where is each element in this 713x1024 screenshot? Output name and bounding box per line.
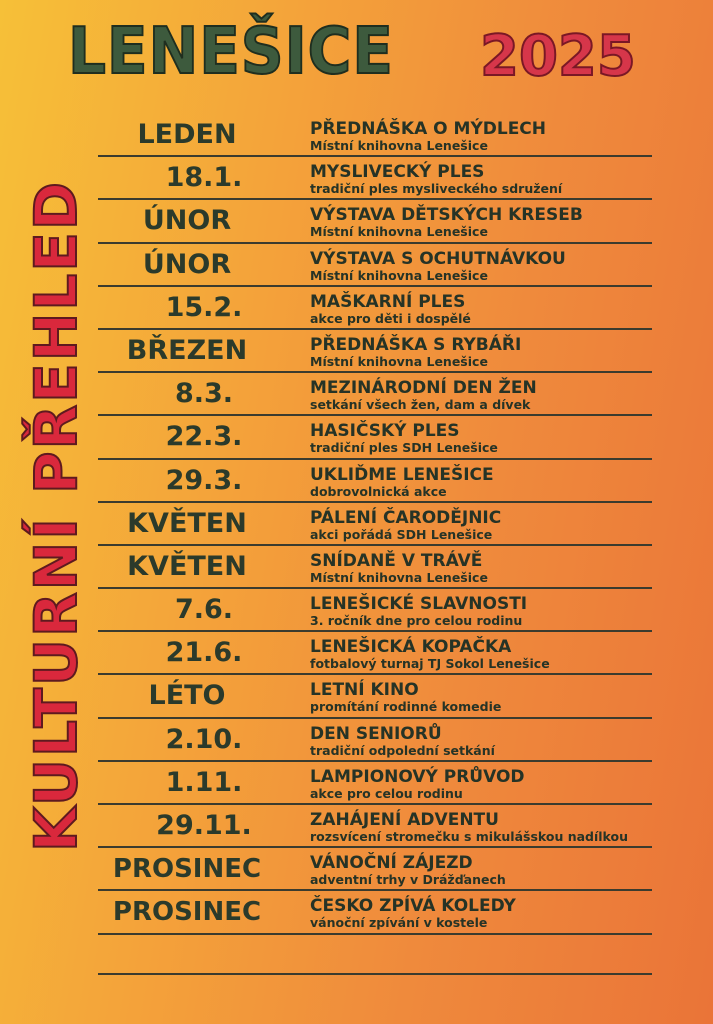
event-row: [98, 589, 652, 632]
event-description: tradiční ples SDH Lenešice: [310, 440, 498, 456]
event-description: Místní knihovna Lenešice: [310, 138, 488, 153]
event-description: 3. ročník dne pro celou rodinu: [310, 613, 523, 629]
event-when: ÚNOR: [142, 248, 232, 280]
event-title: VÝSTAVA DĚTSKÝCH KRESEB: [310, 205, 583, 226]
event-when: 18.1.: [165, 162, 243, 194]
event-title: LENEŠICKÁ KOPAČKA: [310, 637, 512, 658]
event-row: [98, 546, 652, 589]
event-row: [98, 416, 652, 459]
event-row: [98, 114, 652, 157]
event-when: BŘEZEN: [126, 334, 248, 366]
event-row: [98, 848, 652, 891]
event-title: HASIČSKÝ PLES: [310, 421, 460, 442]
event-when: 1.11.: [165, 766, 243, 798]
event-title: LENEŠICKÉ SLAVNOSTI: [310, 594, 528, 615]
event-when: 8.3.: [174, 378, 234, 410]
event-description: adventní trhy v Drážďanech: [310, 872, 506, 888]
event-row: [98, 330, 652, 373]
event-row: [98, 762, 652, 805]
event-title: LETNÍ KINO: [310, 680, 419, 701]
event-description: fotbalový turnaj TJ Sokol Lenešice: [310, 656, 550, 672]
event-when: 21.6.: [165, 637, 243, 669]
event-description: akci pořádá SDH Lenešice: [310, 526, 493, 542]
event-title: MAŠKARNÍ PLES: [310, 291, 466, 312]
event-when: PROSINEC: [112, 897, 262, 928]
event-description: vánoční zpívání v kostele: [310, 915, 488, 931]
event-when: 29.11.: [156, 810, 252, 841]
event-row: [98, 200, 652, 243]
event-when: ÚNOR: [142, 205, 232, 237]
event-row: [98, 373, 652, 416]
event-title: UKLIĎME LENEŠICE: [310, 464, 494, 485]
event-description: akce pro celou rodinu: [310, 785, 463, 801]
event-description: tradiční odpolední setkání: [310, 742, 495, 758]
event-title: PŘEDNÁŠKA S RYBÁŘI: [310, 334, 522, 355]
event-title: PŘEDNÁŠKA O MÝDLECH: [310, 119, 547, 139]
event-when: LÉTO: [148, 680, 226, 712]
event-title: ČESKO ZPÍVÁ KOLEDY: [310, 896, 516, 917]
event-row: [98, 244, 652, 287]
event-when: KVĚTEN: [127, 550, 247, 582]
event-description: Místní knihovna Lenešice: [310, 267, 488, 283]
event-row: [98, 805, 652, 848]
event-title: MYSLIVECKÝ PLES: [310, 162, 485, 183]
event-when: 2.10.: [165, 723, 243, 755]
event-description: tradiční ples mysliveckého sdružení: [310, 181, 563, 197]
event-row: [98, 287, 652, 330]
event-description: promítání rodinné komedie: [310, 699, 502, 715]
event-description: akce pro děti i dospělé: [310, 310, 471, 326]
event-when: LEDEN: [137, 119, 237, 150]
year-title: 2025: [480, 24, 636, 89]
event-row: [98, 719, 652, 762]
event-title: VÁNOČNÍ ZÁJEZD: [310, 853, 473, 874]
event-description: setkání všech žen, dam a dívek: [310, 397, 531, 413]
event-description: Místní knihovna Lenešice: [310, 224, 488, 240]
event-description: rozsvícení stromečku s mikulášskou nadílkou: [310, 829, 629, 844]
event-title: MEZINÁRODNÍ DEN ŽEN: [310, 378, 537, 399]
event-title: PÁLENÍ ČARODĚJNIC: [310, 507, 502, 528]
event-row: [98, 891, 652, 934]
event-when: 7.6.: [174, 594, 234, 626]
event-when: 15.2.: [165, 291, 243, 323]
event-schedule: [98, 114, 652, 935]
event-description: Místní knihovna Lenešice: [310, 353, 488, 369]
blank-row-divider: [98, 973, 652, 975]
event-row: [98, 460, 652, 503]
event-row: [98, 503, 652, 546]
event-row: [98, 632, 652, 675]
event-row: [98, 157, 652, 200]
event-description: dobrovolnická akce: [310, 483, 447, 499]
event-when: 22.3.: [165, 421, 243, 453]
event-row: [98, 675, 652, 718]
event-title: VÝSTAVA S OCHUTNÁVKOU: [310, 248, 566, 269]
event-title: SNÍDANĚ V TRÁVĚ: [310, 550, 483, 571]
town-title: LENEŠICE: [68, 15, 394, 89]
event-when: PROSINEC: [112, 854, 262, 885]
event-when: KVĚTEN: [127, 507, 247, 539]
event-when: 29.3.: [165, 464, 243, 496]
event-title: ZAHÁJENÍ ADVENTU: [310, 810, 499, 830]
side-title-text: KULTURNÍ PŘEHLED: [22, 179, 90, 853]
event-title: LAMPIONOVÝ PRŮVOD: [310, 766, 525, 787]
event-description: Místní knihovna Lenešice: [310, 569, 488, 585]
event-title: DEN SENIORŮ: [310, 723, 442, 744]
